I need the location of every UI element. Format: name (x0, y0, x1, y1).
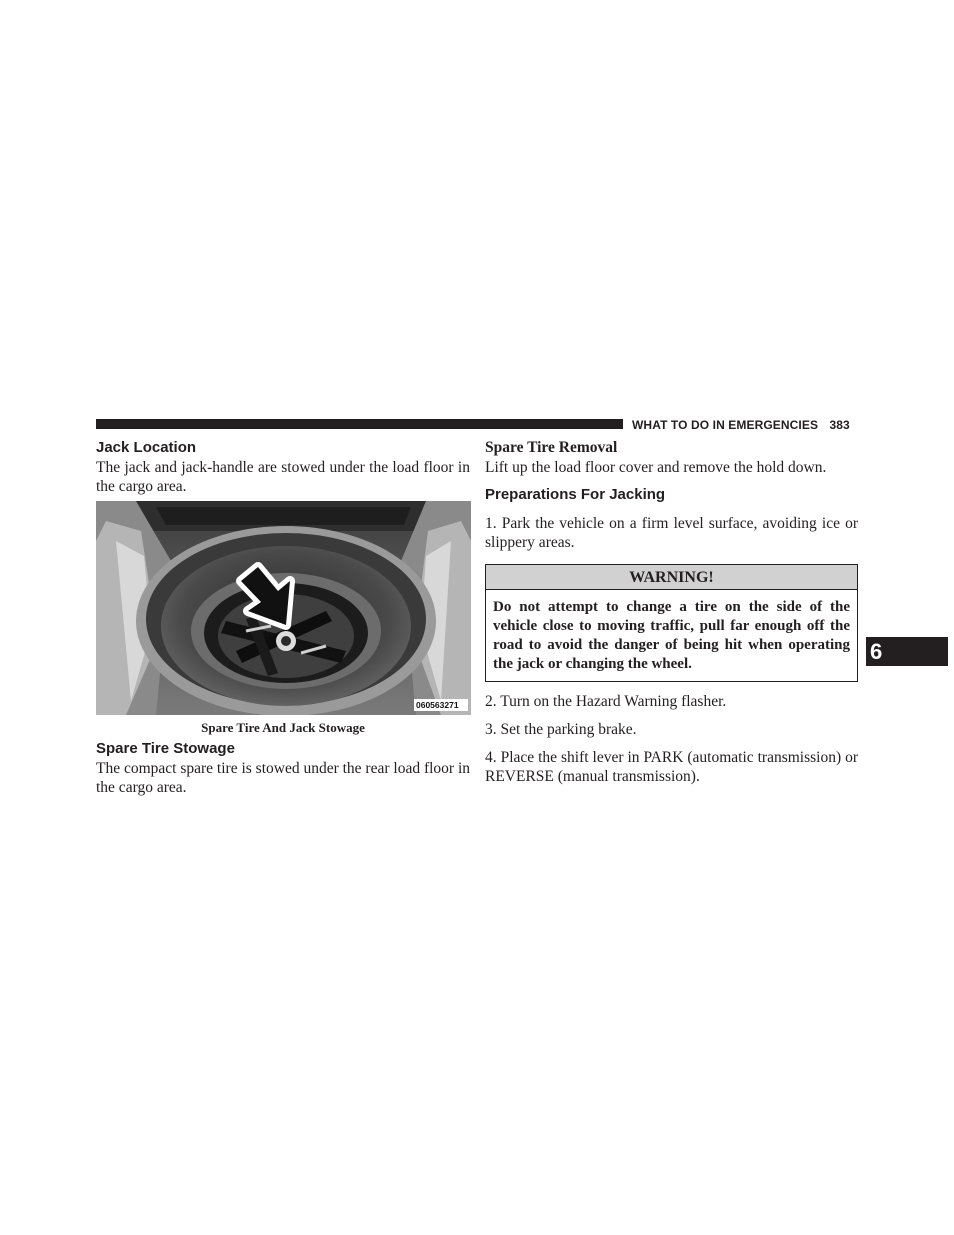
warning-text: Do not attempt to change a tire on the side of the vehicle close to moving traffic, pull far enough off the road to avoid the danger of being hit when operating the jack or changing the wheel. (493, 599, 850, 672)
spare-tire-removal-text: Lift up the load floor cover and remove the hold down. (485, 459, 827, 476)
warning-title: WARNING! (486, 565, 857, 590)
jack-location-text: The jack and jack-handle are stowed under the load floor in the cargo area. (96, 459, 470, 495)
page-number: 383 (829, 418, 850, 432)
spare-tire-stowage-text: The compact spare tire is stowed under the rear load floor in the cargo area. (96, 760, 471, 796)
chapter-number: 6 (870, 639, 883, 664)
jack-location-heading: Jack Location (96, 439, 197, 456)
spare-tire-figure (96, 501, 471, 715)
preparations-heading: Preparations For Jacking (485, 486, 666, 503)
step-3: 3. Set the parking brake. (485, 721, 637, 738)
step-4: 4. Place the shift lever in PARK (automatic transmission) or REVERSE (manual transmission). (485, 749, 858, 785)
warning-box (485, 564, 858, 682)
header-rule (96, 419, 623, 429)
image-code-label: 060563271 (416, 700, 459, 710)
chapter-tab (866, 637, 948, 666)
spare-tire-stowage-heading: Spare Tire Stowage (96, 740, 235, 757)
figure-caption: Spare Tire And Jack Stowage (201, 720, 365, 735)
step-2: 2. Turn on the Hazard Warning flasher. (485, 693, 727, 710)
running-header (632, 418, 858, 432)
step-1: 1. Park the vehicle on a firm level surface, avoiding ice or slippery areas. (485, 515, 858, 551)
header-section-title: WHAT TO DO IN EMERGENCIES (632, 418, 819, 432)
spare-tire-removal-heading: Spare Tire Removal (485, 439, 618, 456)
